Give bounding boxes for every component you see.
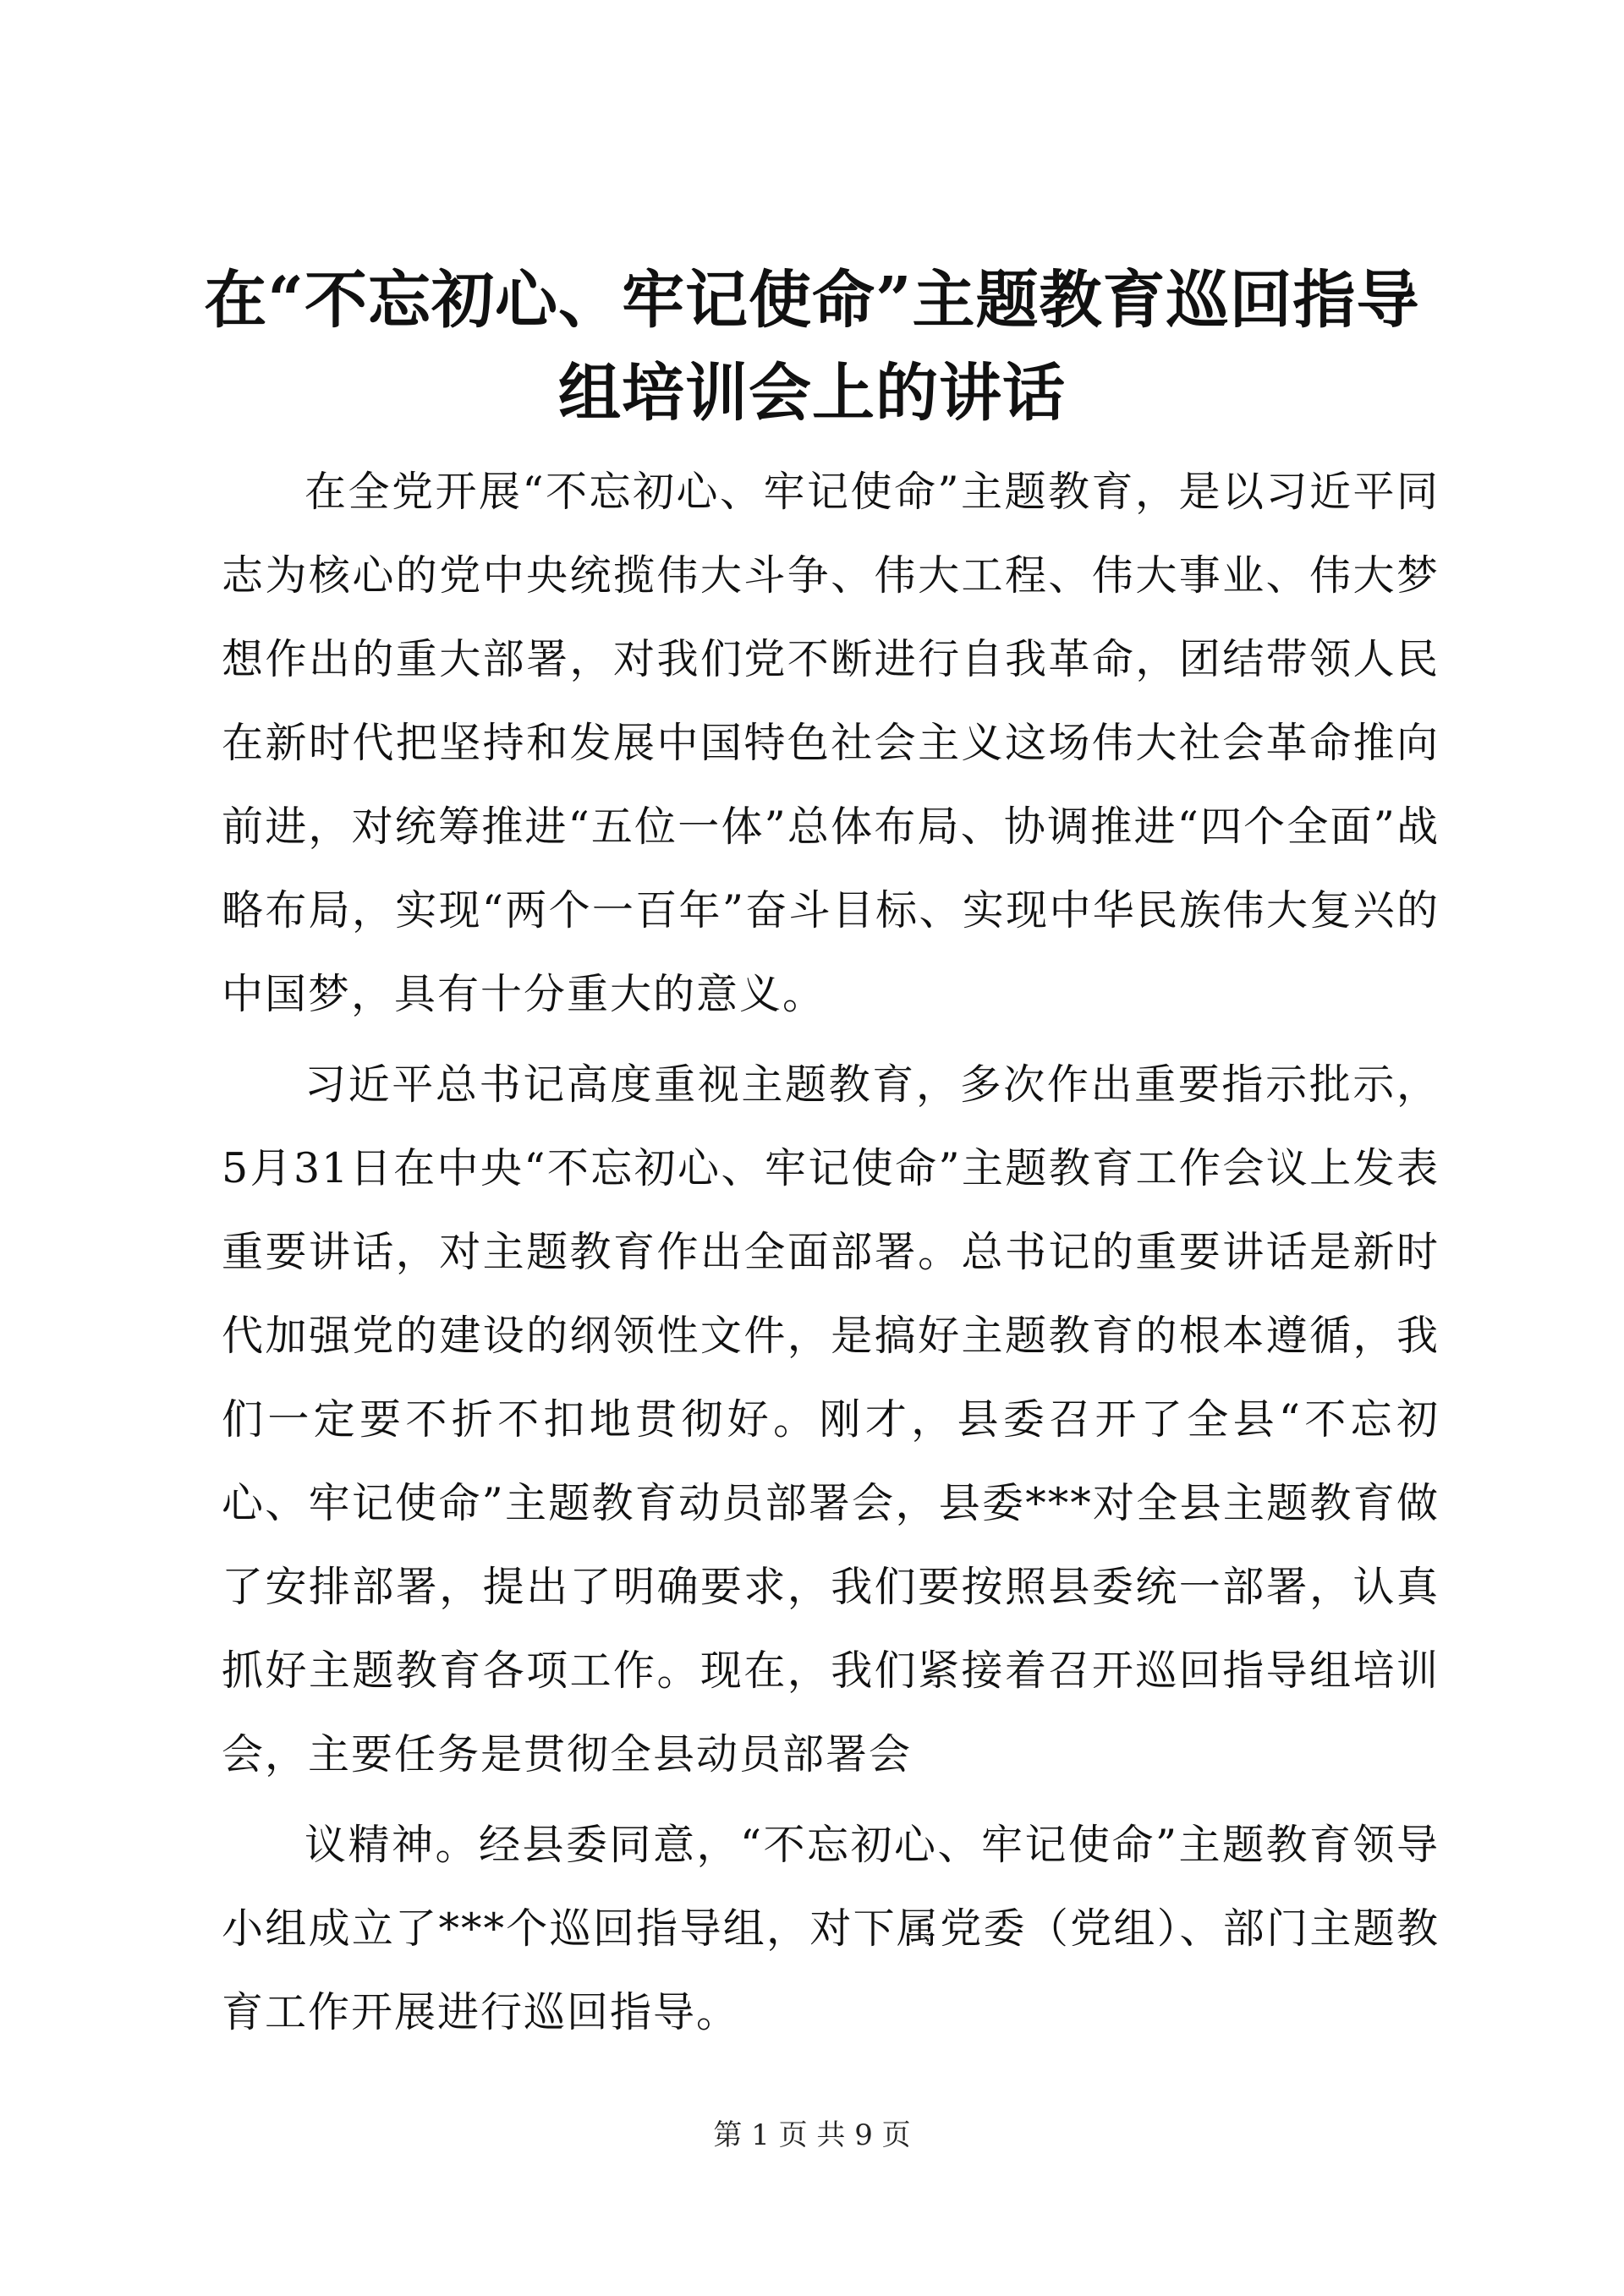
- document-body: [222, 450, 1440, 2054]
- paragraph-3: 议精神。经县委同意，“不忘初心、牢记使命”主题教育领导小组成立了***个巡回指导组，对下属党委（党组）、部门主题教育工作开展进行巡回指导。: [222, 1821, 1440, 2036]
- paragraph-2: 习近平总书记高度重视主题教育，多次作出重要指示批示，5月31日在中央“不忘初心、牢记使命”主题教育工作会议上发表重要讲话，对主题教育作出全面部署。总书记的重要讲话是新时代加强党的建设的纲领性文件，是搞好主题教育的根本遵循，我们一定要不折不扣地贯彻好。刚才，县委召开了全县“不忘初心、牢记使命”主题教育动员部署会，县委***对全县主题教育做了安排部署，提出了明确要求，我们要按照县委统一部署，认真抓好主题教育各项工作。现在，我们紧接着召开巡回指导组培训会，主要任务是贯彻全县动员部署会: [222, 1060, 1440, 1778]
- title-line-1: 在“不忘初心、牢记使命”主题教育巡回指导: [204, 264, 1420, 337]
- page-footer: 第 1 页 共 9 页: [713, 2118, 911, 2152]
- paragraph-1: 在全党开展“不忘初心、牢记使命”主题教育，是以习近平同志为核心的党中央统揽伟大斗争、伟大工程、伟大事业、伟大梦想作出的重大部署，对我们党不断进行自我革命，团结带领人民在新时代把坚持和发展中国特色社会主义这场伟大社会革命推向前进，对统筹推进“五位一体”总体布局、协调推进“四个全面”战略布局，实现“两个一百年”奋斗目标、实现中华民族伟大复兴的中国梦，具有十分重大的意义。: [222, 468, 1440, 1018]
- title-line-2: 组培训会上的讲话: [558, 357, 1066, 430]
- document-title: [195, 254, 1429, 440]
